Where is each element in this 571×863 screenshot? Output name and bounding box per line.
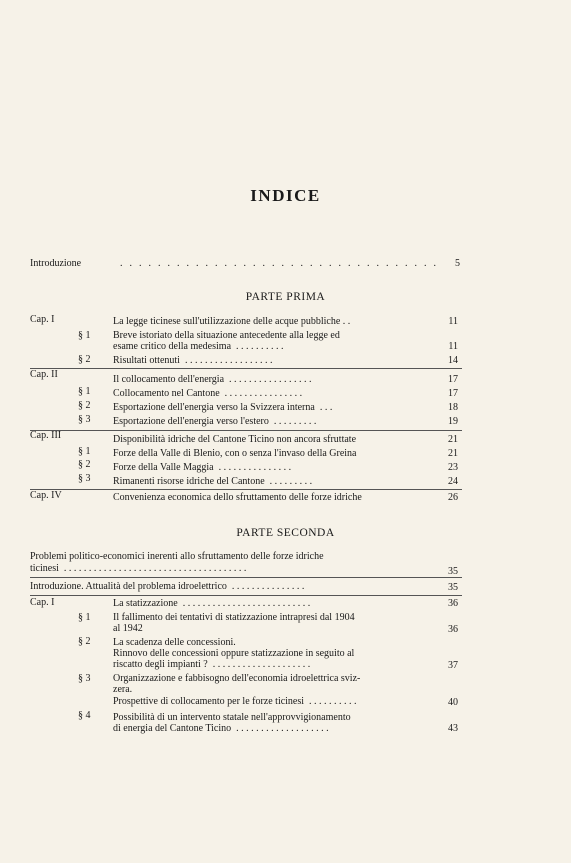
page-number: 43 [448, 723, 458, 734]
page-title: INDICE [250, 186, 321, 205]
page-number: 24 [448, 476, 458, 487]
page-number: 37 [448, 660, 458, 671]
page-number: 35 [448, 566, 458, 577]
divider [30, 368, 462, 369]
entry-text: Disponibilità idriche del Cantone Ticino non ancora sfruttate [113, 434, 357, 445]
chapter-label: Cap. III [30, 430, 62, 441]
entry-text: riscatto degli impianti ? . . . . . . . . . . . . . . . . . . . . [113, 659, 311, 670]
page-number: 40 [448, 697, 458, 708]
entry-text: Rimanenti risorse idriche del Cantone . . . . . . . . . [113, 476, 313, 487]
entry-text: Il collocamento dell'energia . . . . . . . . . . . . . . . . . [113, 374, 312, 385]
entry-text: esame critico della medesima . . . . . . . . . . [113, 341, 284, 352]
entry-text: Rinnovo delle concessioni oppure statizzazione in seguito al [113, 648, 355, 659]
entry-text: Esportazione dell'energia verso la Svizzera interna . . . [113, 402, 333, 413]
section-label: § 1 [78, 612, 91, 623]
section-label: § 1 [78, 330, 91, 341]
page-number: 14 [448, 355, 458, 366]
chapter-label: Cap. II [30, 369, 58, 380]
entry-text: La legge ticinese sull'utilizzazione delle acque pubbliche . . [113, 316, 351, 327]
section-label: § 2 [78, 354, 91, 365]
divider [30, 489, 462, 490]
page-number: 5 [455, 258, 460, 269]
page-number: 21 [448, 448, 458, 459]
page-number: 26 [448, 492, 458, 503]
entry-text: di energia del Cantone Ticino . . . . . . . . . . . . . . . . . . . [113, 723, 329, 734]
page-number: 23 [448, 462, 458, 473]
section-label: § 2 [78, 400, 91, 411]
page-number: 19 [448, 416, 458, 427]
entry-text: al 1942 [113, 623, 143, 634]
page-number: 21 [448, 434, 458, 445]
section-label: § 3 [78, 414, 91, 425]
divider [30, 595, 462, 596]
section-label: § 3 [78, 673, 91, 684]
entry-text: Convenienza economica dello sfruttamento delle forze idriche [113, 492, 362, 503]
entry-text: Breve istoriato della situazione antecedente alla legge ed [113, 330, 340, 341]
page-number: 17 [448, 388, 458, 399]
intro-text: Introduzione [30, 258, 82, 269]
section-label: § 4 [78, 710, 91, 721]
page-number: 35 [448, 582, 458, 593]
entry-text: Problemi politico-economici inerenti allo sfruttamento delle forze idriche [30, 551, 324, 562]
page-number: 17 [448, 374, 458, 385]
page-number: 36 [448, 598, 458, 609]
entry-text: Esportazione dell'energia verso l'estero . . . . . . . . . [113, 416, 317, 427]
entry-text: Forze della Valle Maggia . . . . . . . . . . . . . . . [113, 462, 292, 473]
entry-text: Introduzione. Attualità del problema idroelettrico . . . . . . . . . . . . . . . [30, 581, 305, 592]
entry-text: La statizzazione . . . . . . . . . . . . . . . . . . . . . . . . . . [113, 598, 311, 609]
chapter-label: Cap. I [30, 314, 55, 325]
section-label: § 3 [78, 473, 91, 484]
entry-text: La scadenza delle concessioni. [113, 637, 236, 648]
entry-text: zera. [113, 684, 133, 695]
divider [30, 577, 462, 578]
entry-text: Organizzazione e fabbisogno dell'economia idroelettrica sviz- [113, 673, 361, 684]
chapter-label: Cap. IV [30, 490, 62, 501]
page-number: 11 [448, 316, 458, 327]
leader-dots: .................................. [120, 258, 443, 269]
section-label: § 1 [78, 386, 91, 397]
section-label: § 1 [78, 446, 91, 457]
chapter-label: Cap. I [30, 597, 55, 608]
section-label: § 2 [78, 636, 91, 647]
entry-text: Possibilità di un intervento statale nell'approvvigionamento [113, 712, 351, 723]
page-number: 36 [448, 624, 458, 635]
divider [30, 430, 462, 431]
entry-text: Forze della Valle di Blenio, con o senza l'invaso della Greina [113, 448, 357, 459]
entry-text: Risultati ottenuti . . . . . . . . . . . . . . . . . . [113, 355, 273, 366]
page-number: 11 [448, 341, 458, 352]
part2-title: PARTE SECONDA [236, 527, 335, 539]
section-label: § 2 [78, 459, 91, 470]
entry-text: ticinesi . . . . . . . . . . . . . . . . . . . . . . . . . . . . . . . . . . . . . [30, 563, 247, 574]
entry-text: Collocamento nel Cantone . . . . . . . . . . . . . . . . [113, 388, 303, 399]
entry-text: Il fallimento dei tentativi di statizzazione intrapresi dal 1904 [113, 612, 355, 623]
page-number: 18 [448, 402, 458, 413]
entry-text: Prospettive di collocamento per le forze ticinesi . . . . . . . . . . [113, 696, 357, 707]
part1-title: PARTE PRIMA [245, 291, 326, 303]
